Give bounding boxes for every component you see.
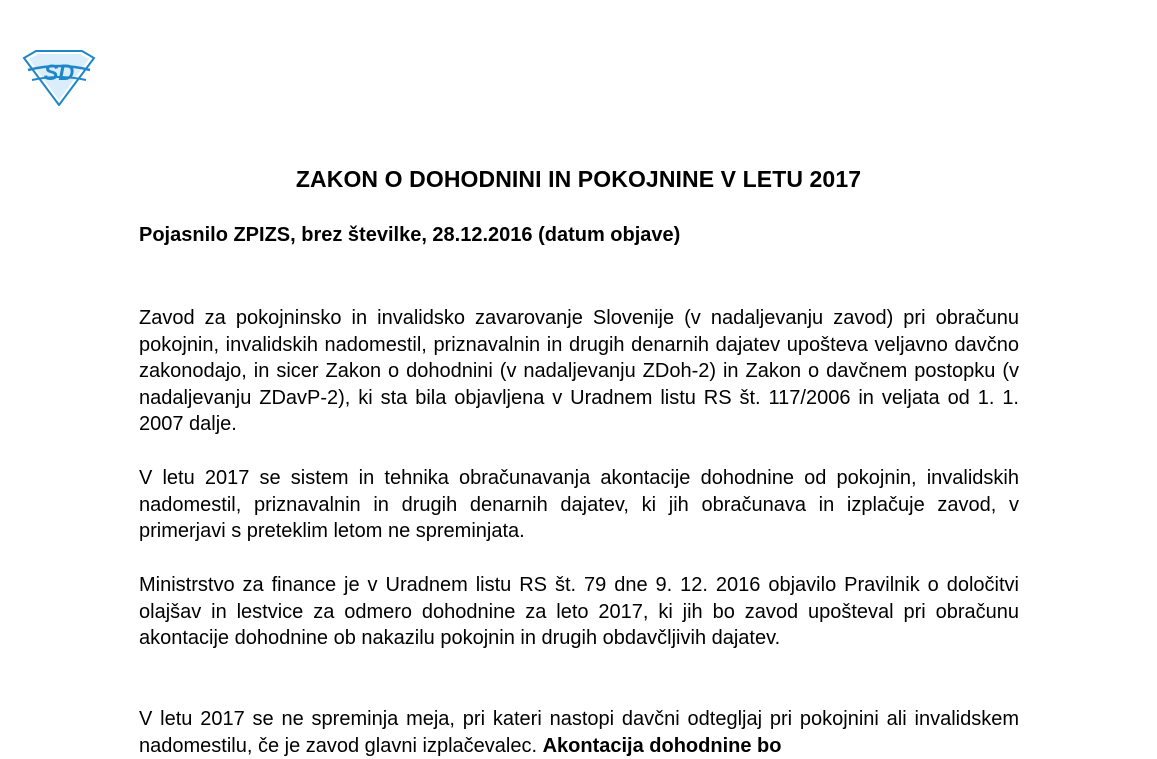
document-title: ZAKON O DOHODNINI IN POKOJNINE V LETU 2017 xyxy=(295,166,862,192)
paragraph-1: Zavod za pokojninsko in invalidsko zavarovanje Slovenije (v nadaljevanju zavod) pri obračunu pokojnin, invalidskih nadomestil, priznavalnin in drugih denarnih dajatev upošteva veljavno davčno zakonodajo, in sicer Zakon o dohodnini (v nadaljevanju ZDoh-2) in Zakon o davčnem postopku (v nadaljevanju ZDavP-2), ki sta bila objavljena v Uradnem listu RS št. 117/2006 in veljata od 1. 1. 2007 dalje. xyxy=(139,307,1019,435)
zpizs-logo xyxy=(22,50,96,106)
paragraph-4-bold-tail: Akontacija dohodnine bo xyxy=(542,734,782,757)
paragraph-2: V letu 2017 se sistem in tehnika obračunavanja akontacije dohodnine od pokojnin, invalidskih nadomestil, priznavalnin in drugih denarnih dajatev, ki jih obračunava in izplačuje zavod, v primerjavi s preteklim letom ne spreminjata. xyxy=(139,467,1019,542)
svg-text:SD: SD xyxy=(43,60,75,85)
paragraph-4-text: V letu 2017 se ne spreminja meja, pri kateri nastopi davčni odtegljaj pri pokojnini ali invalidskem nadomestilu, če je zavod glavni izplačevalec. xyxy=(139,708,1019,757)
document-subtitle: Pojasnilo ZPIZS, brez številke, 28.12.2016 (datum objave) xyxy=(139,224,681,246)
paragraph-4 xyxy=(139,706,1019,759)
paragraph-3: Ministrstvo za finance je v Uradnem listu RS št. 79 dne 9. 12. 2016 objavilo Pravilnik o določitvi olajšav in lestvice za odmero dohodnine za leto 2017, ki jih bo zavod upošteval pri obračunu akontacije dohodnine ob nakazilu pokojnin in drugih obdavčljivih dajatev. xyxy=(139,574,1019,649)
